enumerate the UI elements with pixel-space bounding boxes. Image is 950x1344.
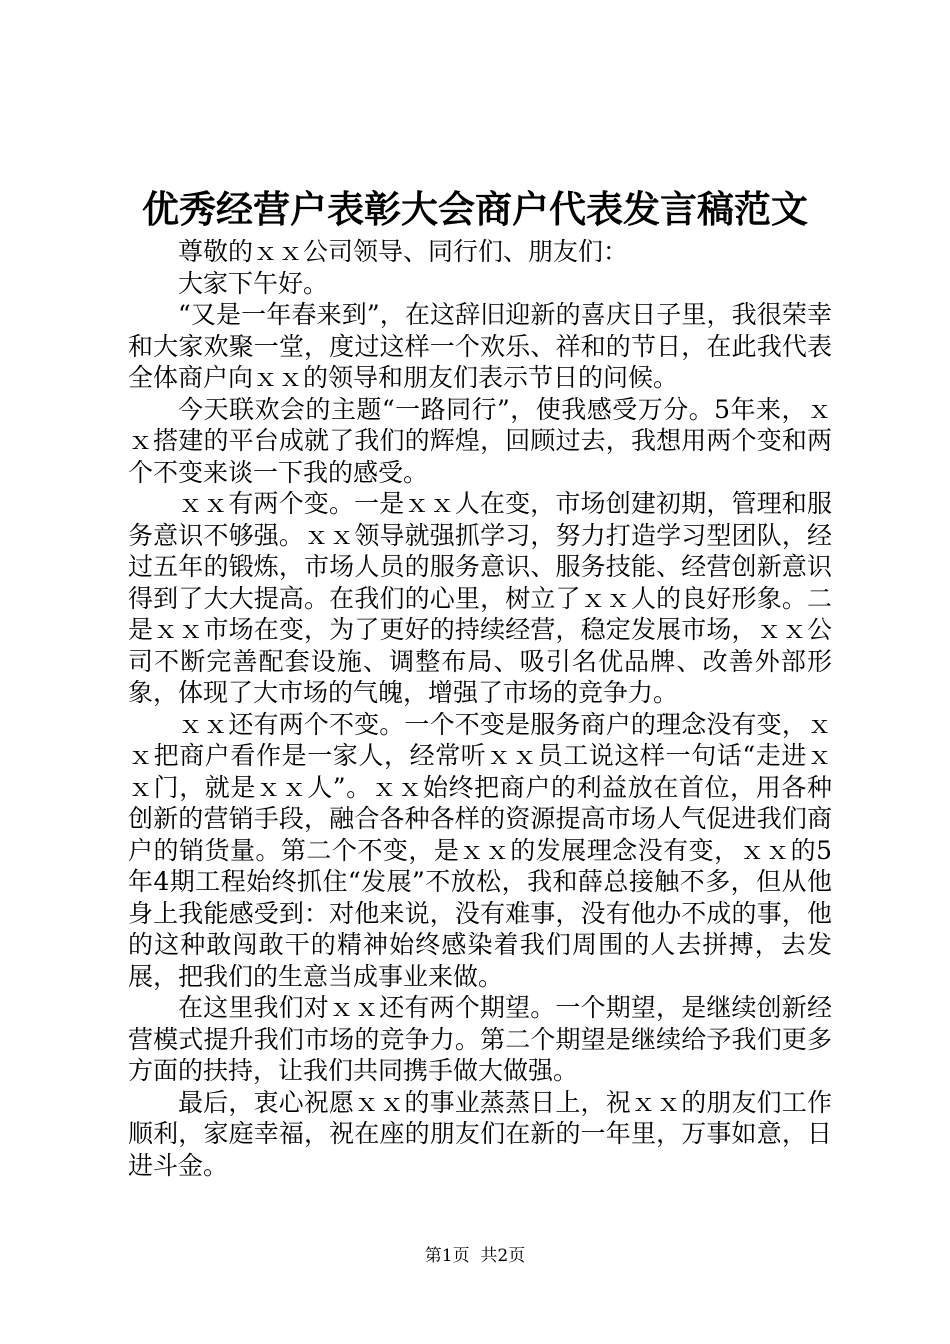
- body-paragraph: 今天联欢会的主题“一路同行”，使我感受万分。5年来，ｘｘ搭建的平台成就了我们的辉煌，回顾过去，我想用两个变和两个不变来谈一下我的感受。: [128, 394, 832, 487]
- page-number-footer: 第1页 共2页: [424, 1246, 526, 1266]
- body-paragraph: ｘｘ有两个变。一是ｘｘ人在变，市场创建初期，管理和服务意识不够强。ｘｘ领导就强抓学习，努力打造学习型团队，经过五年的锻炼，市场人员的服务意识、服务技能、经营创新意识得到了大大提高。在我们的心里，树立了ｘｘ人的良好形象。二是ｘｘ市场在变，为了更好的持续经营，稳定发展市场，ｘｘ公司不断完善配套设施、调整布局、吸引名优品牌、改善外部形象，体现了大市场的气魄，增强了市场的竞争力。: [128, 489, 832, 707]
- greeting-paragraph: 大家下午好。: [178, 268, 329, 298]
- body-paragraph: 在这里我们对ｘｘ还有两个期望。一个期望，是继续创新经营模式提升我们市场的竞争力。第二个期望是继续给予我们更多方面的扶持，让我们共同携手做大做强。: [128, 993, 832, 1085]
- document-body: [128, 236, 832, 1181]
- body-paragraph: “又是一年春来到”，在这辞旧迎新的喜庆日子里，我很荣幸和大家欢聚一堂，度过这样一个欢乐、祥和的节日，在此我代表全体商户向ｘｘ的领导和朋友们表示节日的问候。: [128, 300, 832, 392]
- salutation-paragraph: 尊敬的ｘｘ公司领导、同行们、朋友们：: [178, 237, 629, 266]
- closing-paragraph: 最后，衷心祝愿ｘｘ的事业蒸蒸日上，祝ｘｘ的朋友们工作顺利，家庭幸福，祝在座的朋友们在新的一年里，万事如意，日进斗金。: [128, 1087, 832, 1180]
- page-title: 优秀经营户表彰大会商户代表发言稿范文: [142, 187, 808, 231]
- body-paragraph: ｘｘ还有两个不变。一个不变是服务商户的理念没有变，ｘｘ把商户看作是一家人，经常听ｘｘ员工说这样一句话“走进ｘｘ门，就是ｘｘ人”。ｘｘ始终把商户的利益放在首位，用各种创新的营销手段，融合各种各样的资源提高市场人气促进我们商户的销货量。第二个不变，是ｘｘ的发展理念没有变，ｘｘ的5年4期工程始终抓住“发展”不放松，我和薛总接触不多，但从他身上我能感受到：对他来说，没有难事，没有他办不成的事，他的这种敢闯敢干的精神始终感染着我们周围的人去拼搏，去发展，把我们的生意当成事业来做。: [128, 709, 832, 991]
